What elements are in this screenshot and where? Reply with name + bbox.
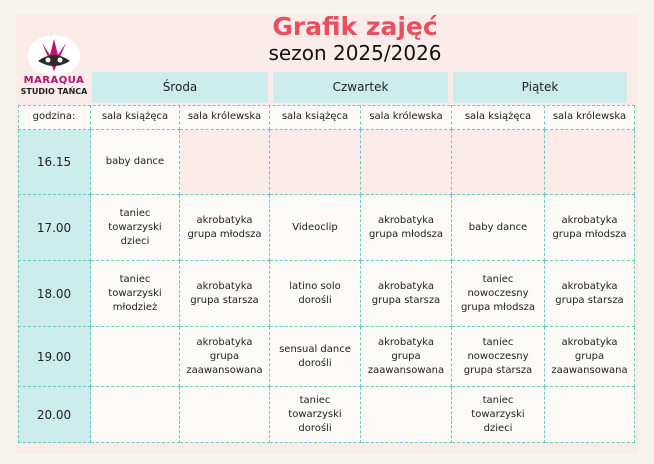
class-cell — [361, 130, 452, 195]
class-cell: akrobatyka grupa młodsza — [180, 195, 270, 261]
room-header: sala książęca — [270, 105, 361, 130]
class-cell: latino solo dorośli — [270, 261, 361, 327]
class-cell — [180, 130, 270, 195]
class-cell — [361, 387, 452, 443]
logo-emblem — [28, 35, 80, 75]
class-cell: akrobatyka grupa starsza — [361, 261, 452, 327]
class-cell — [91, 387, 180, 443]
class-cell: taniec towarzyski dzieci — [91, 195, 180, 261]
class-cell: baby dance — [91, 130, 180, 195]
time-slot: 17.00 — [18, 195, 91, 261]
day-header-wednesday: Środa — [92, 72, 268, 103]
logo-name: MARAQUA — [23, 75, 85, 86]
class-cell: taniec nowoczesny grupa starsza — [452, 327, 545, 387]
room-header: sala książęca — [91, 105, 180, 130]
studio-logo — [18, 35, 90, 101]
class-cell: akrobatyka grupa zaawansowana — [180, 327, 270, 387]
class-cell: taniec towarzyski młodzież — [91, 261, 180, 327]
class-cell — [545, 387, 635, 443]
class-cell — [91, 327, 180, 387]
page-title: Grafik zajęć — [272, 12, 438, 41]
room-header: sala królewska — [180, 105, 270, 130]
time-slot: 16.15 — [18, 130, 91, 195]
room-header: sala królewska — [545, 105, 635, 130]
day-header-friday: Piątek — [453, 72, 627, 103]
class-cell: akrobatyka grupa młodsza — [545, 195, 635, 261]
time-column-header: godzina: — [18, 105, 91, 130]
time-slot: 18.00 — [18, 261, 91, 327]
room-header: sala królewska — [361, 105, 452, 130]
room-header: sala książęca — [452, 105, 545, 130]
schedule-table — [18, 105, 635, 443]
class-cell: akrobatyka grupa starsza — [545, 261, 635, 327]
class-cell: akrobatyka grupa starsza — [180, 261, 270, 327]
time-slot: 19.00 — [18, 327, 91, 387]
day-header-thursday: Czwartek — [273, 72, 448, 103]
class-cell: akrobatyka grupa młodsza — [361, 195, 452, 261]
class-cell: sensual dance dorośli — [270, 327, 361, 387]
class-cell: taniec towarzyski dorośli — [270, 387, 361, 443]
class-cell — [270, 130, 361, 195]
time-slot: 20.00 — [18, 387, 91, 443]
class-cell — [452, 130, 545, 195]
class-cell: akrobatyka grupa zaawansowana — [361, 327, 452, 387]
class-cell — [180, 387, 270, 443]
class-cell: akrobatyka grupa zaawansowana — [545, 327, 635, 387]
logo-tagline: STUDIO TAŃCA — [20, 87, 88, 96]
class-cell: taniec towarzyski dzieci — [452, 387, 545, 443]
class-cell: baby dance — [452, 195, 545, 261]
class-cell: Videoclip — [270, 195, 361, 261]
season-subtitle: sezon 2025/2026 — [268, 41, 442, 65]
class-cell — [545, 130, 635, 195]
class-cell: taniec nowoczesny grupa młodsza — [452, 261, 545, 327]
